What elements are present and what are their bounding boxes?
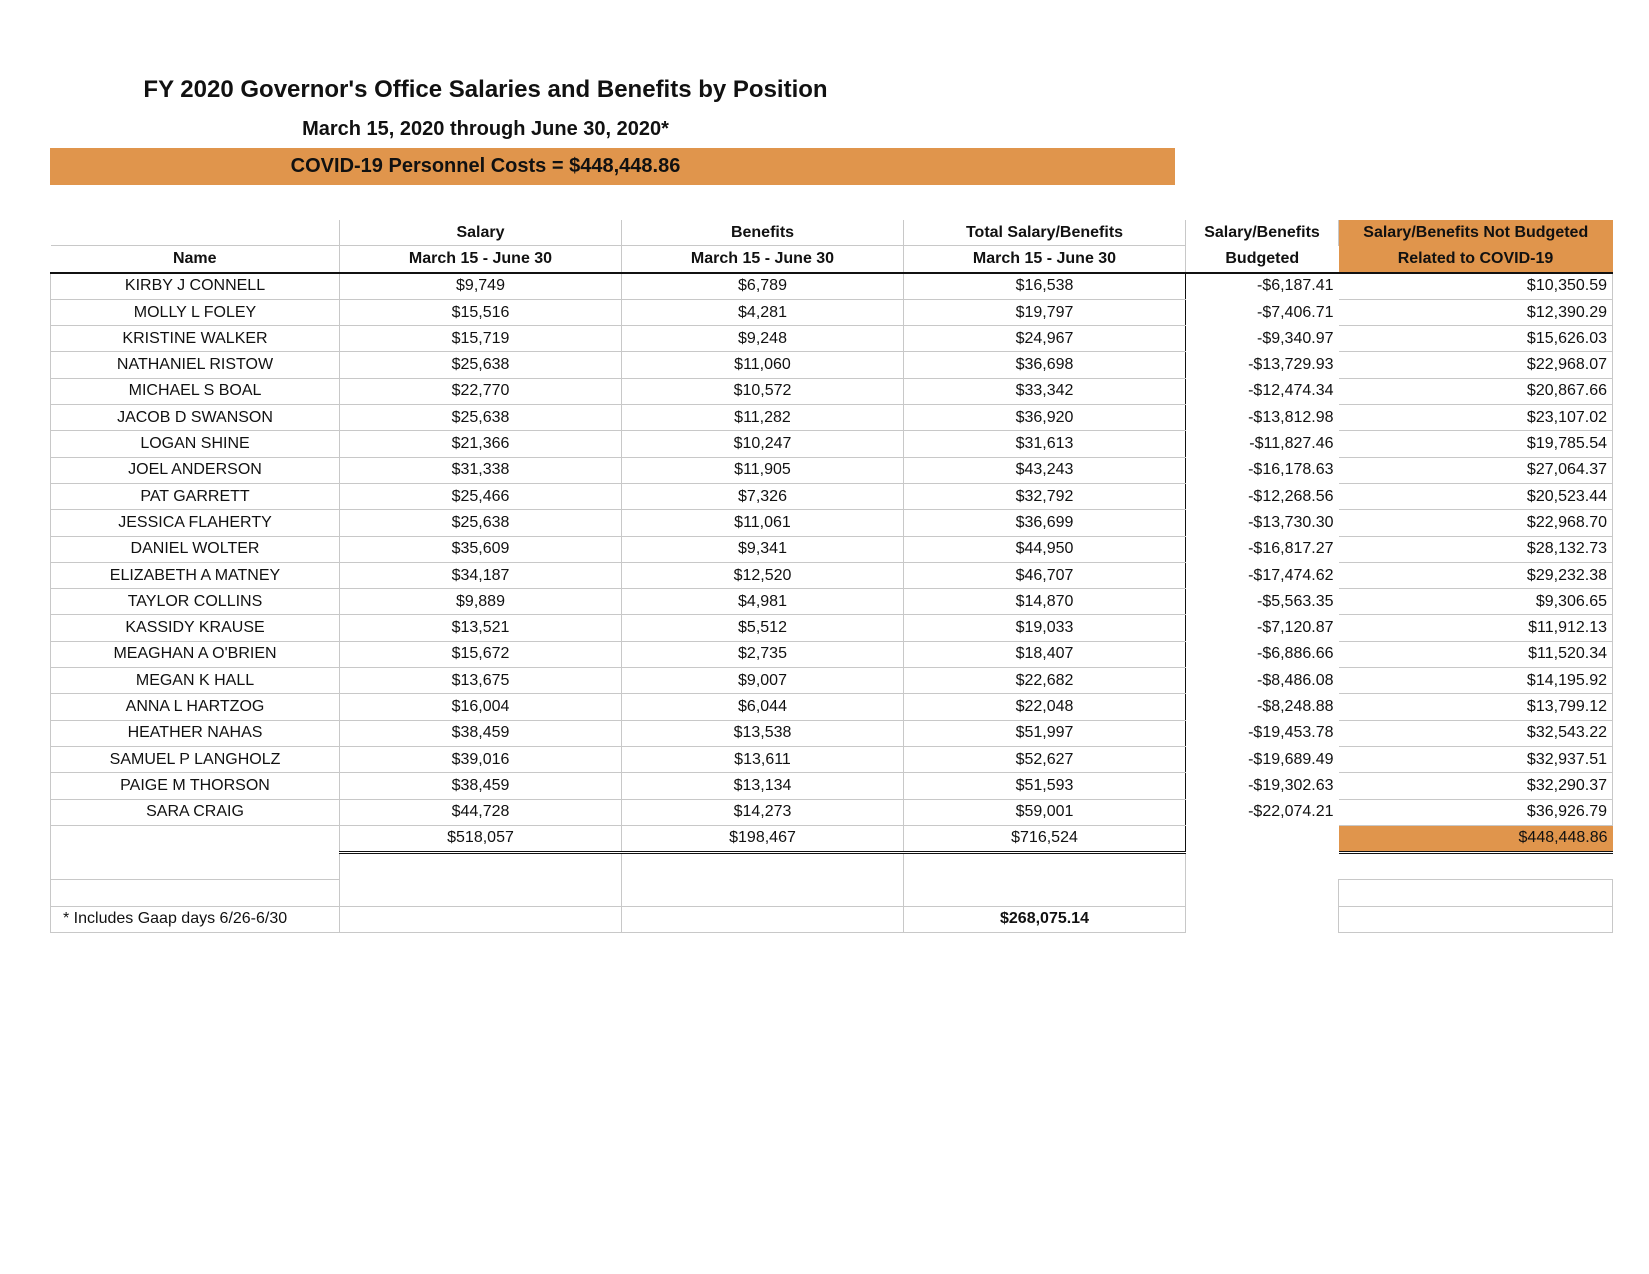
table-row (51, 457, 1613, 483)
benefits-cell: $11,060 (622, 352, 904, 378)
employee-name: KRISTINE WALKER (51, 326, 340, 352)
salary-cell: $38,459 (340, 773, 622, 799)
employee-name: JACOB D SWANSON (51, 405, 340, 431)
budgeted-cell: -$8,248.88 (1186, 694, 1339, 720)
total-cell: $59,001 (904, 799, 1186, 825)
total-cell: $24,967 (904, 326, 1186, 352)
budgeted-cell: -$12,474.34 (1186, 378, 1339, 404)
header-row-1 (51, 220, 1613, 246)
header-cell: March 15 - June 30 (622, 246, 904, 273)
budgeted-cell: -$22,074.21 (1186, 799, 1339, 825)
salary-cell: $38,459 (340, 720, 622, 746)
table-row (51, 431, 1613, 457)
employee-name: JOEL ANDERSON (51, 457, 340, 483)
blank-row (51, 853, 1613, 880)
budgeted-cell: -$8,486.08 (1186, 668, 1339, 694)
salary-cell: $44,728 (340, 799, 622, 825)
salary-cell: $15,719 (340, 326, 622, 352)
header-cell: Budgeted (1186, 246, 1339, 273)
budgeted-cell: -$19,302.63 (1186, 773, 1339, 799)
not-budgeted-cell: $14,195.92 (1339, 668, 1613, 694)
employee-name: ELIZABETH A MATNEY (51, 562, 340, 588)
table-row (51, 799, 1613, 825)
total-not-budgeted: $448,448.86 (1339, 825, 1613, 852)
employee-name: DANIEL WOLTER (51, 536, 340, 562)
benefits-cell: $10,247 (622, 431, 904, 457)
total-cell: $36,920 (904, 405, 1186, 431)
not-budgeted-cell: $11,912.13 (1339, 615, 1613, 641)
footnote-blank-cell (622, 906, 904, 932)
blank-cell (340, 853, 622, 880)
table-row (51, 405, 1613, 431)
employee-name: MICHAEL S BOAL (51, 378, 340, 404)
salary-cell: $21,366 (340, 431, 622, 457)
benefits-cell: $4,981 (622, 589, 904, 615)
salary-cell: $25,638 (340, 405, 622, 431)
employee-name: LOGAN SHINE (51, 431, 340, 457)
table-row (51, 615, 1613, 641)
footnote-blank-cell (340, 906, 622, 932)
budgeted-cell: -$13,812.98 (1186, 405, 1339, 431)
budgeted-cell: -$19,689.49 (1186, 746, 1339, 772)
not-budgeted-cell: $12,390.29 (1339, 299, 1613, 325)
benefits-cell: $4,281 (622, 299, 904, 325)
budgeted-cell: -$12,268.56 (1186, 483, 1339, 509)
footnote-row (51, 906, 1613, 932)
salary-cell: $34,187 (340, 562, 622, 588)
budgeted-cell: -$6,886.66 (1186, 641, 1339, 667)
employee-name: HEATHER NAHAS (51, 720, 340, 746)
not-budgeted-cell: $23,107.02 (1339, 405, 1613, 431)
header-row-2 (51, 246, 1613, 273)
table-row (51, 536, 1613, 562)
covid-cost-banner-text: COVID-19 Personnel Costs = $448,448.86 (290, 155, 681, 177)
employee-name: PAIGE M THORSON (51, 773, 340, 799)
benefits-cell: $11,061 (622, 510, 904, 536)
blank-cell (1339, 880, 1613, 906)
employee-name: ANNA L HARTZOG (51, 694, 340, 720)
benefits-cell: $9,248 (622, 326, 904, 352)
employee-name: KASSIDY KRAUSE (51, 615, 340, 641)
table-row (51, 378, 1613, 404)
not-budgeted-cell: $36,926.79 (1339, 799, 1613, 825)
table-row (51, 773, 1613, 799)
blank-cell (622, 853, 904, 880)
table-row (51, 326, 1613, 352)
benefits-cell: $7,326 (622, 483, 904, 509)
not-budgeted-cell: $32,937.51 (1339, 746, 1613, 772)
total-cell: $33,342 (904, 378, 1186, 404)
not-budgeted-cell: $22,968.07 (1339, 352, 1613, 378)
total-cell: $16,538 (904, 273, 1186, 300)
table-row (51, 641, 1613, 667)
blank-cell (340, 880, 622, 906)
employee-name: TAYLOR COLLINS (51, 589, 340, 615)
total-cell: $22,048 (904, 694, 1186, 720)
total-cell: $19,033 (904, 615, 1186, 641)
benefits-cell: $6,789 (622, 273, 904, 300)
blank-cell (622, 880, 904, 906)
salary-cell: $9,749 (340, 273, 622, 300)
total-cell: $19,797 (904, 299, 1186, 325)
not-budgeted-cell: $29,232.38 (1339, 562, 1613, 588)
benefits-cell: $12,520 (622, 562, 904, 588)
employee-name: MEGAN K HALL (51, 668, 340, 694)
totals-row (51, 825, 1613, 852)
salaries-table (50, 220, 1613, 933)
salary-cell: $25,638 (340, 352, 622, 378)
blank-cell (1186, 853, 1339, 880)
budgeted-cell: -$7,120.87 (1186, 615, 1339, 641)
total-cell: $52,627 (904, 746, 1186, 772)
total-cell: $36,698 (904, 352, 1186, 378)
budgeted-cell: -$17,474.62 (1186, 562, 1339, 588)
total-cell: $51,997 (904, 720, 1186, 746)
total-cell: $44,950 (904, 536, 1186, 562)
table-row (51, 668, 1613, 694)
budgeted-cell: -$5,563.35 (1186, 589, 1339, 615)
blank-cell (51, 853, 340, 880)
budgeted-cell: -$6,187.41 (1186, 273, 1339, 300)
salary-cell: $13,675 (340, 668, 622, 694)
salary-cell: $31,338 (340, 457, 622, 483)
budgeted-cell: -$13,729.93 (1186, 352, 1339, 378)
total-cell: $22,682 (904, 668, 1186, 694)
blank-cell (1339, 853, 1613, 880)
benefits-cell: $9,007 (622, 668, 904, 694)
employee-name: MEAGHAN A O'BRIEN (51, 641, 340, 667)
table-row (51, 562, 1613, 588)
total-cell: $36,699 (904, 510, 1186, 536)
not-budgeted-cell: $10,350.59 (1339, 273, 1613, 300)
budgeted-cell: -$13,730.30 (1186, 510, 1339, 536)
total-cell: $43,243 (904, 457, 1186, 483)
budgeted-cell: -$11,827.46 (1186, 431, 1339, 457)
total-salary: $518,057 (340, 825, 622, 852)
footnote-blank-cell (1339, 906, 1613, 932)
header-cell: Salary (340, 220, 622, 246)
header-cell-highlight: Salary/Benefits Not Budgeted (1339, 220, 1613, 246)
header-cell: Name (51, 246, 340, 273)
salary-cell: $25,466 (340, 483, 622, 509)
benefits-cell: $13,538 (622, 720, 904, 746)
salary-cell: $25,638 (340, 510, 622, 536)
benefits-cell: $9,341 (622, 536, 904, 562)
benefits-cell: $13,611 (622, 746, 904, 772)
not-budgeted-cell: $32,543.22 (1339, 720, 1613, 746)
budgeted-cell: -$16,178.63 (1186, 457, 1339, 483)
blank-cell (904, 853, 1186, 880)
header-cell: Salary/Benefits (1186, 220, 1339, 246)
salary-cell: $22,770 (340, 378, 622, 404)
blank-cell (1186, 880, 1339, 906)
header-cell: March 15 - June 30 (340, 246, 622, 273)
budgeted-cell: -$19,453.78 (1186, 720, 1339, 746)
total-benefits: $198,467 (622, 825, 904, 852)
budgeted-cell: -$16,817.27 (1186, 536, 1339, 562)
total-cell: $31,613 (904, 431, 1186, 457)
footnote: * Includes Gaap days 6/26-6/30 (51, 906, 340, 932)
total-cell: $32,792 (904, 483, 1186, 509)
employee-name: NATHANIEL RISTOW (51, 352, 340, 378)
page-subtitle: March 15, 2020 through June 30, 2020* (302, 118, 669, 140)
salary-cell: $13,521 (340, 615, 622, 641)
benefits-cell: $2,735 (622, 641, 904, 667)
not-budgeted-cell: $28,132.73 (1339, 536, 1613, 562)
employee-name: KIRBY J CONNELL (51, 273, 340, 300)
header-cell: Total Salary/Benefits (904, 220, 1186, 246)
blank-cell (904, 880, 1186, 906)
benefits-cell: $14,273 (622, 799, 904, 825)
budgeted-cell: -$9,340.97 (1186, 326, 1339, 352)
total-budgeted (1186, 825, 1339, 852)
employee-name: PAT GARRETT (51, 483, 340, 509)
table-row (51, 720, 1613, 746)
salary-cell: $15,516 (340, 299, 622, 325)
not-budgeted-cell: $11,520.34 (1339, 641, 1613, 667)
not-budgeted-cell: $13,799.12 (1339, 694, 1613, 720)
covid-cost-banner (50, 148, 1175, 185)
not-budgeted-cell: $20,867.66 (1339, 378, 1613, 404)
footnote-blank-cell (1186, 906, 1339, 932)
table-row (51, 589, 1613, 615)
header-cell: Benefits (622, 220, 904, 246)
benefits-cell: $6,044 (622, 694, 904, 720)
not-budgeted-cell: $20,523.44 (1339, 483, 1613, 509)
header-cell: March 15 - June 30 (904, 246, 1186, 273)
salary-cell: $35,609 (340, 536, 622, 562)
employee-name: JESSICA FLAHERTY (51, 510, 340, 536)
total-cell: $18,407 (904, 641, 1186, 667)
benefits-cell: $11,905 (622, 457, 904, 483)
salary-cell: $15,672 (340, 641, 622, 667)
not-budgeted-cell: $27,064.37 (1339, 457, 1613, 483)
benefits-cell: $11,282 (622, 405, 904, 431)
page-title: FY 2020 Governor's Office Salaries and Benefits by Position (143, 76, 828, 103)
benefits-cell: $10,572 (622, 378, 904, 404)
total-cell: $46,707 (904, 562, 1186, 588)
blank-row (51, 880, 1613, 906)
not-budgeted-cell: $15,626.03 (1339, 326, 1613, 352)
table-row (51, 352, 1613, 378)
table-row (51, 746, 1613, 772)
total-cell: $51,593 (904, 773, 1186, 799)
blank-cell (51, 880, 340, 906)
benefits-cell: $5,512 (622, 615, 904, 641)
salary-cell: $9,889 (340, 589, 622, 615)
employee-name: SAMUEL P LANGHOLZ (51, 746, 340, 772)
table-row (51, 299, 1613, 325)
total-salary-benefits: $716,524 (904, 825, 1186, 852)
employee-name: MOLLY L FOLEY (51, 299, 340, 325)
benefits-cell: $13,134 (622, 773, 904, 799)
salary-cell: $16,004 (340, 694, 622, 720)
table-row (51, 483, 1613, 509)
not-budgeted-cell: $32,290.37 (1339, 773, 1613, 799)
footer-total: $268,075.14 (904, 906, 1186, 932)
header-cell (51, 220, 340, 246)
header-cell-highlight: Related to COVID-19 (1339, 246, 1613, 273)
totals-label-cell (51, 825, 340, 852)
budgeted-cell: -$7,406.71 (1186, 299, 1339, 325)
not-budgeted-cell: $22,968.70 (1339, 510, 1613, 536)
total-cell: $14,870 (904, 589, 1186, 615)
employee-name: SARA CRAIG (51, 799, 340, 825)
table-row (51, 510, 1613, 536)
table-row (51, 694, 1613, 720)
not-budgeted-cell: $9,306.65 (1339, 589, 1613, 615)
not-budgeted-cell: $19,785.54 (1339, 431, 1613, 457)
salary-cell: $39,016 (340, 746, 622, 772)
table-row (51, 273, 1613, 300)
